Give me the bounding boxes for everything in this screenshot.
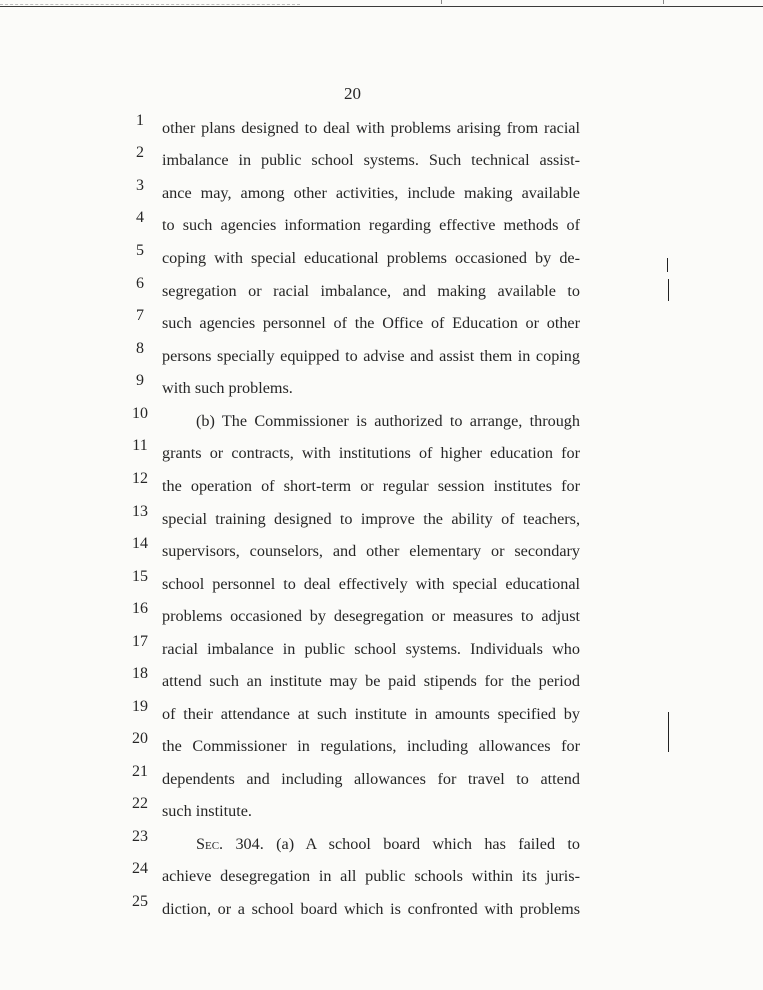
line-text bbox=[196, 834, 580, 854]
line-text: ance may, among other activities, include making available bbox=[162, 184, 580, 202]
line-number: 6 bbox=[136, 275, 144, 292]
section-label: Sec. bbox=[196, 835, 224, 853]
line-number: 9 bbox=[136, 372, 144, 389]
page-number: 20 bbox=[344, 84, 361, 103]
line-text: imbalance in public school systems. Such technical assist- bbox=[162, 151, 580, 169]
line-number: 14 bbox=[132, 535, 148, 552]
text-line bbox=[0, 568, 763, 600]
text-line bbox=[0, 242, 763, 274]
text-line bbox=[0, 144, 763, 176]
line-number: 19 bbox=[132, 698, 148, 715]
text-line bbox=[0, 828, 763, 860]
line-text: of their attendance at such institute in amounts specified by bbox=[162, 705, 580, 723]
line-number: 17 bbox=[132, 633, 148, 650]
line-number: 4 bbox=[136, 209, 144, 226]
margin-change-bar bbox=[668, 279, 669, 301]
text-line bbox=[0, 893, 763, 925]
line-text: such institute. bbox=[162, 802, 252, 820]
line-number: 12 bbox=[132, 470, 148, 487]
margin-change-bar bbox=[668, 712, 669, 752]
line-number: 16 bbox=[132, 600, 148, 617]
line-number: 7 bbox=[136, 307, 144, 324]
line-text: achieve desegregation in all public schools within its juris- bbox=[162, 867, 580, 885]
text-line bbox=[0, 437, 763, 469]
line-text: to such agencies information regarding effective methods of bbox=[162, 216, 580, 234]
line-text: supervisors, counselors, and other elementary or secondary bbox=[162, 542, 580, 560]
line-text: coping with special educational problems occasioned by de- bbox=[162, 249, 580, 267]
line-text: persons specially equipped to advise and assist them in coping bbox=[162, 347, 580, 365]
line-number: 1 bbox=[136, 112, 144, 129]
line-number: 25 bbox=[132, 893, 148, 910]
text-line bbox=[0, 275, 763, 307]
line-number: 10 bbox=[132, 405, 148, 422]
line-text: special training designed to improve the ability of teachers, bbox=[162, 510, 580, 528]
line-number: 2 bbox=[136, 144, 144, 161]
line-text: school personnel to deal effectively with special educational bbox=[162, 575, 580, 593]
line-text: (b) The Commissioner is authorized to arrange, through bbox=[196, 412, 580, 430]
line-text: the Commissioner in regulations, including allowances for bbox=[162, 737, 580, 755]
text-line bbox=[0, 340, 763, 372]
line-number: 3 bbox=[136, 177, 144, 194]
page-top-rule bbox=[0, 6, 763, 7]
text-line bbox=[0, 600, 763, 632]
text-line bbox=[0, 665, 763, 697]
text-line bbox=[0, 405, 763, 437]
line-number: 23 bbox=[132, 828, 148, 845]
line-number: 15 bbox=[132, 568, 148, 585]
line-text: such agencies personnel of the Office of Education or other bbox=[162, 314, 580, 332]
line-text: diction, or a school board which is confronted with problems bbox=[162, 900, 580, 918]
section-text: 304. (a) A school board which has failed to bbox=[235, 835, 580, 853]
text-line bbox=[0, 860, 763, 892]
scan-artifact-dashes bbox=[0, 0, 300, 5]
text-line bbox=[0, 209, 763, 241]
line-number: 20 bbox=[132, 730, 148, 747]
text-line bbox=[0, 795, 763, 827]
text-line bbox=[0, 698, 763, 730]
line-text: other plans designed to deal with problems arising from racial bbox=[162, 119, 580, 137]
text-line bbox=[0, 470, 763, 502]
scan-artifact-tick bbox=[663, 0, 664, 4]
line-text: dependents and including allowances for travel to attend bbox=[162, 770, 580, 788]
line-number: 11 bbox=[132, 437, 148, 454]
line-text: racial imbalance in public school systems. Individuals who bbox=[162, 640, 580, 658]
line-number: 5 bbox=[136, 242, 144, 259]
line-text: the operation of short-term or regular session institutes for bbox=[162, 477, 580, 495]
text-line bbox=[0, 177, 763, 209]
line-number: 13 bbox=[132, 503, 148, 520]
margin-change-bar bbox=[667, 258, 668, 272]
line-number: 24 bbox=[132, 860, 148, 877]
text-line bbox=[0, 112, 763, 144]
text-line bbox=[0, 307, 763, 339]
text-line bbox=[0, 763, 763, 795]
line-text: grants or contracts, with institutions of higher education for bbox=[162, 444, 580, 462]
line-number: 18 bbox=[132, 665, 148, 682]
line-text: with such problems. bbox=[162, 379, 293, 397]
text-line bbox=[0, 503, 763, 535]
line-number: 8 bbox=[136, 340, 144, 357]
scan-artifact-tick bbox=[441, 0, 442, 4]
text-line bbox=[0, 633, 763, 665]
text-line bbox=[0, 730, 763, 762]
line-text: problems occasioned by desegregation or measures to adjust bbox=[162, 607, 580, 625]
line-number: 22 bbox=[132, 795, 148, 812]
text-line bbox=[0, 372, 763, 404]
line-text: attend such an institute may be paid stipends for the period bbox=[162, 672, 580, 690]
line-text: segregation or racial imbalance, and making available to bbox=[162, 282, 580, 300]
text-line bbox=[0, 535, 763, 567]
line-number: 21 bbox=[132, 763, 148, 780]
